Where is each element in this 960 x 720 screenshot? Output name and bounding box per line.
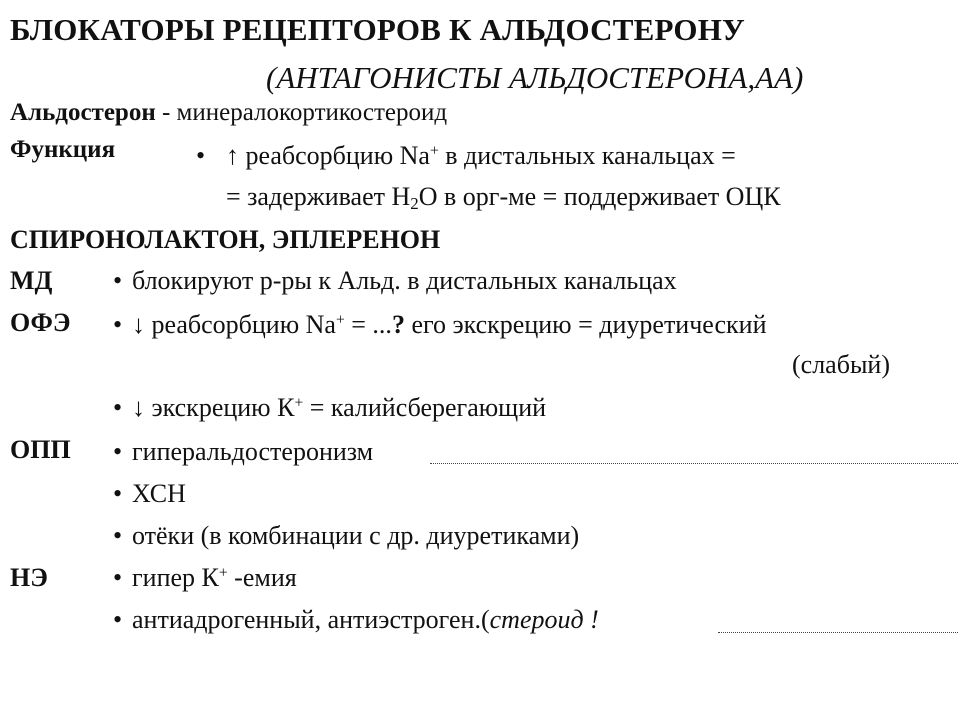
ofe-label: ОФЭ <box>10 308 71 337</box>
function-line-2-b: О в орг-ме = поддерживает ОЦК <box>418 182 781 211</box>
ofe-bullet-1: • <box>113 310 123 339</box>
page-subtitle: (АНТАГОНИСТЫ АЛЬДОСТЕРОНА,АА) <box>266 60 804 95</box>
ofe-line-1 <box>132 312 767 338</box>
ofe-line-2-sup: + <box>294 394 304 412</box>
function-line-1-sup: + <box>429 142 439 160</box>
ofe-line-1-a: ↓ реабсорбцию Na <box>132 310 336 339</box>
ofe-line-2-b: = калийсберегающий <box>303 393 547 422</box>
function-line-1-a: ↑ реабсорбцию Na <box>226 141 430 170</box>
ne-bullet-1: • <box>113 563 123 592</box>
opp-bullet-3: • <box>113 521 123 550</box>
ne-item-2 <box>132 607 599 633</box>
ne-item-2-a: антиадрогенный, антиэстроген.( <box>132 605 490 634</box>
page-title: БЛОКАТОРЫ РЕЦЕПТОРОВ К АЛЬДОСТЕРОНУ <box>10 12 746 47</box>
aldosterone-term: Альдостерон <box>10 99 156 126</box>
function-line-2-a: = задерживает Н <box>226 182 411 211</box>
aldosterone-line <box>10 100 447 125</box>
function-line-1-b: в дистальных канальцах = <box>438 141 736 170</box>
ne-item-1-a: гипер К <box>132 563 219 592</box>
ne-item-1-b: -емия <box>227 563 297 592</box>
ofe-line-1-sup: + <box>335 311 345 329</box>
function-label: Функция <box>10 136 116 163</box>
ne-item-1 <box>132 565 297 591</box>
opp-item-1: гиперальдостеронизм <box>132 437 374 466</box>
md-text: блокируют р-ры к Альд. в дистальных канальцах <box>132 266 677 295</box>
opp-bullet-1: • <box>113 437 123 466</box>
ofe-line-2-a: ↓ экскрецию К <box>132 393 295 422</box>
fill-in-dotted-line-2 <box>718 632 958 633</box>
ne-item-2-italic: стероид ! <box>489 605 599 634</box>
ofe-line-1-b: = ... <box>344 310 392 339</box>
opp-bullet-2: • <box>113 479 123 508</box>
function-bullet: • <box>196 141 206 170</box>
opp-item-2: ХСН <box>132 479 186 508</box>
ne-bullet-2: • <box>113 605 123 634</box>
md-bullet: • <box>113 266 123 295</box>
opp-item-3: отёки (в комбинации с др. диуретиками) <box>132 521 580 550</box>
ne-item-1-sup: + <box>218 564 228 582</box>
ofe-bullet-2: • <box>113 393 123 422</box>
function-line-2-sub: 2 <box>410 194 419 214</box>
ofe-question-mark: ? <box>391 310 405 339</box>
fill-in-dotted-line-1 <box>430 463 958 464</box>
ofe-line-1-c: его экскрецию = диуретический <box>404 310 767 339</box>
function-line-1 <box>226 143 736 169</box>
ofe-line-1-continuation: (слабый) <box>792 350 890 379</box>
aldosterone-definition: - минералокортикостероид <box>155 99 448 126</box>
md-label: МД <box>10 266 53 295</box>
ne-label: НЭ <box>10 563 48 592</box>
function-line-2 <box>226 182 781 214</box>
ofe-line-2 <box>132 395 546 421</box>
drugs-heading: СПИРОНОЛАКТОН, ЭПЛЕРЕНОН <box>10 225 441 254</box>
opp-label: ОПП <box>10 435 71 464</box>
